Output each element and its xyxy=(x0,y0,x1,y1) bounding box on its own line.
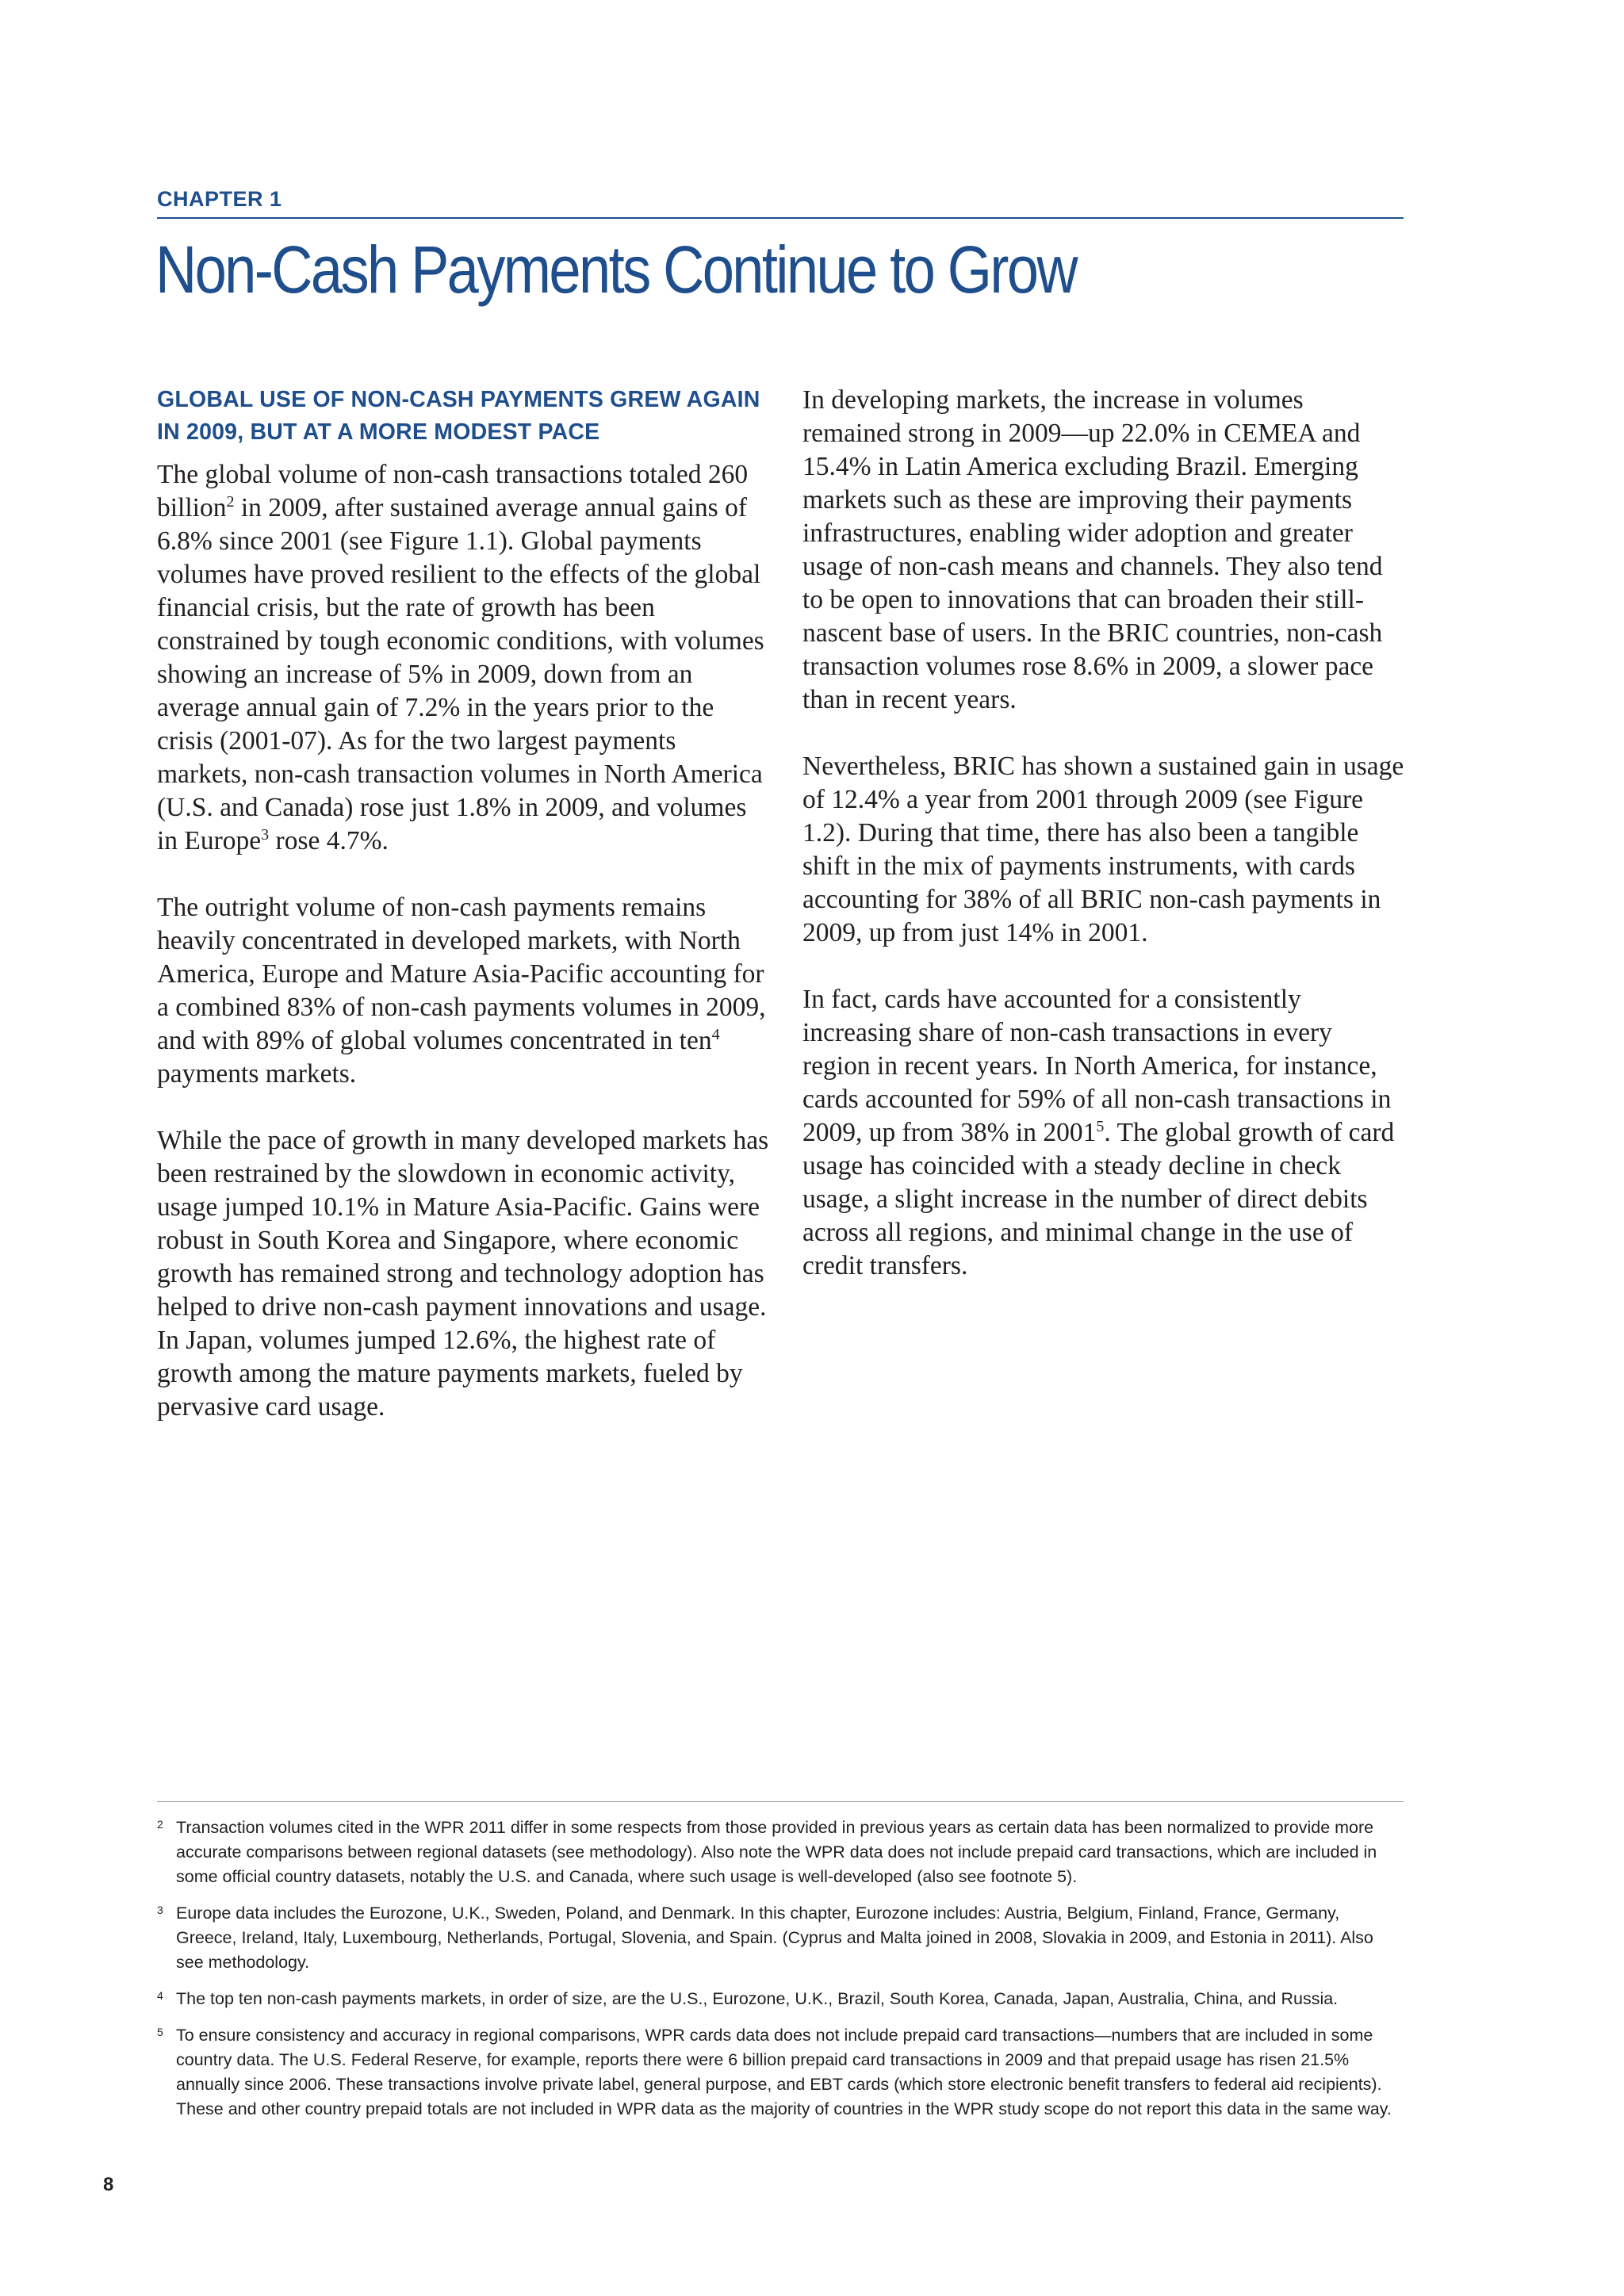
footnotes xyxy=(157,1816,1404,2133)
footnote xyxy=(157,1816,1404,1889)
section-heading: GLOBAL USE OF NON-CASH PAYMENTS GREW AGAIN IN 2009, BUT AT A MORE MODEST PACE xyxy=(157,387,760,445)
footnote-ref[interactable]: 4 xyxy=(711,1025,720,1043)
footnote-text: To ensure consistency and accuracy in regional comparisons, WPR cards data does not include prepaid card transactions—numbers that are included in some country data. The U.S. Federal Reserve, for example, reports there were 6 billion prepaid card transactions in 2009 and that prepaid usage has risen 21.5% annually since 2006. These transactions involve private label, general purpose, and EBT cards (which store electronic benefit transfers to federal aid recipients). These and other country prepaid totals are not included in WPR data as the majority of countries in the WPR study scope do not report this data in the same way. xyxy=(176,2026,1392,2118)
body-paragraph: Nevertheless, BRIC has shown a sustained gain in usage of 12.4% a year from 2001 through 2009 (see Figure 1.2). During that time, there has also been a tangible shift in the mix of payments instruments, with cards accounting for 38% of all BRIC non-cash payments in 2009, up from just 14% in 2001. xyxy=(802,752,1404,947)
page-title: Non-Cash Payments Continue to Grow xyxy=(155,232,1076,307)
right-column xyxy=(802,384,1405,1316)
footnote xyxy=(157,1901,1404,1975)
body-paragraph: In developing markets, the increase in volumes remained strong in 2009—up 22.0% in CEMEA and 15.4% in Latin America excluding Brazil. Emerging markets such as these are improving their payments infrastructures, enabling wider adoption and greater usage of non-cash means and channels. They also tend to be open to innovations that can broaden their still-nascent base of users. In the BRIC countries, non-cash transaction volumes rose 8.6% in 2009, a slower pace than in recent years. xyxy=(802,385,1383,714)
page-number: 8 xyxy=(103,2174,114,2195)
footnote-text: Europe data includes the Eurozone, U.K., Sweden, Poland, and Denmark. In this chapter, Eurozone includes: Austria, Belgium, Finland, France, Germany, Greece, Ireland, Italy, Luxembourg, Netherlands, Portugal, Slovenia, and Spain. (Cyprus and Malta joined in 2008, Slovakia in 2009, and Estonia in 2011). Also see methodology. xyxy=(176,1904,1373,1972)
footnote-text: Transaction volumes cited in the WPR 2011 differ in some respects from those provided in previous years as certain data has been normalized to provide more accurate comparisons between regional datasets (see methodology). Also note the WPR data does not include prepaid card transactions, which are included in some official country datasets, notably the U.S. and Canada, where such usage is well-developed (also see footnote 5). xyxy=(176,1818,1377,1886)
footnote xyxy=(157,2023,1404,2122)
footnote-number: 3 xyxy=(157,1904,163,1916)
footnote-ref[interactable]: 2 xyxy=(226,492,235,511)
footnote xyxy=(157,1987,1404,2011)
body-paragraph: The global volume of non-cash transactions totaled 260 billion$^2$ in 2009, after sustained average annual gains of 6.8% since 2001 (see Figure 1.1). Global payments volumes have proved resilient to the effects of the global financial crisis, but the rate of growth has been constrained by tough economic conditions, with volumes showing an increase of 5% in 2009, down from an average annual gain of 7.2% in the years prior to the crisis (2001-07). As for the two largest payments markets, non-cash transaction volumes in North America (U.S. and Canada) rose just 1.8% in 2009, and volumes in Europe$^3$ rose 4.7%. xyxy=(157,460,764,855)
footnote-number: 5 xyxy=(157,2026,163,2038)
body-paragraph: The outright volume of non-cash payments remains heavily concentrated in developed markets, with North America, Europe and Mature Asia-Pacific accounting for a combined 83% of non-cash payments volumes in 2009, and with 89% of global volumes concentrated in ten$^4$ payments markets. xyxy=(157,893,766,1089)
footnote-text: The top ten non-cash payments markets, in order of size, are the U.S., Eurozone, U.K., Brazil, South Korea, Canada, Japan, Australia, China, and Russia. xyxy=(176,1989,1339,2008)
footnote-number: 4 xyxy=(157,1989,163,2002)
chapter-rule xyxy=(157,217,1404,219)
body-paragraph: In fact, cards have accounted for a consistently increasing share of non-cash transactions in every region in recent years. In North America, for instance, cards accounted for 59% of all non-cash transactions in 2009, up from 38% in 2001$^5$. The global growth of card usage has coincided with a steady decline in check usage, a slight increase in the number of direct debits across all regions, and minimal change in the use of credit transfers. xyxy=(802,985,1395,1280)
footnote-rule xyxy=(157,1801,1404,1802)
footnote-ref[interactable]: 3 xyxy=(261,825,270,844)
chapter-label: CHAPTER 1 xyxy=(157,187,282,211)
left-column xyxy=(157,384,771,1457)
footnote-ref[interactable]: 5 xyxy=(1096,1117,1105,1135)
body-paragraph: While the pace of growth in many developed markets has been restrained by the slowdown in economic activity, usage jumped 10.1% in Mature Asia-Pacific. Gains were robust in South Korea and Singapore, where economic growth has remained strong and technology adoption has helped to drive non-cash payment innovations and usage. In Japan, volumes jumped 12.6%, the highest rate of growth among the mature payments markets, fueled by pervasive card usage. xyxy=(157,1126,769,1422)
footnote-number: 2 xyxy=(157,1818,163,1831)
